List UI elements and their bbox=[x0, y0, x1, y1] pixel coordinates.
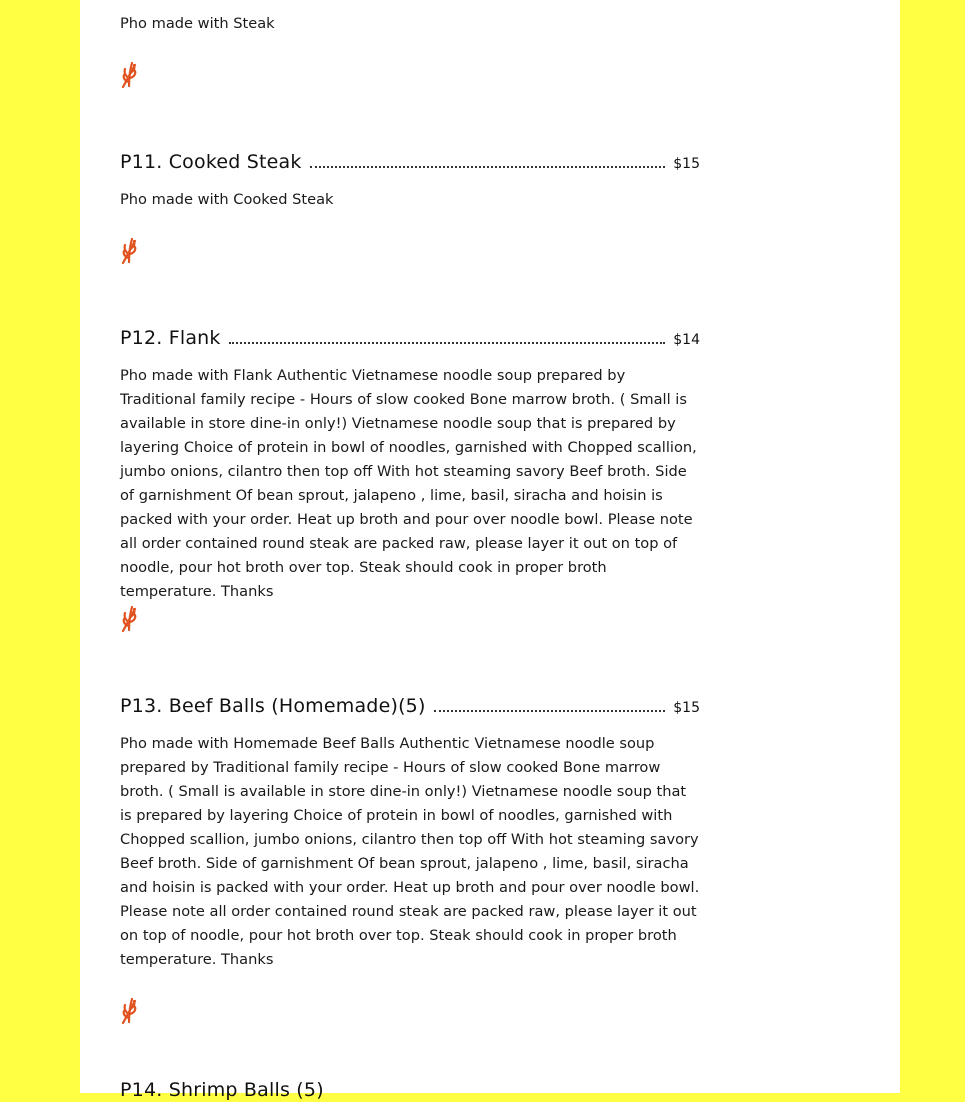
item-title: P14. Shrimp Balls (5) bbox=[120, 1079, 324, 1101]
item-price: $15 bbox=[673, 700, 700, 716]
item-header bbox=[120, 322, 700, 350]
item-description: Pho made with Homemade Beef Balls Authentic Vietnamese noodle soup prepared by Traditional family recipe - Hours of slow cooked Bone marrow broth. ( Small is available in store dine-in only!) Vietnamese noodle soup that is prepared by layering Choice of protein in bowl of noodles, garnished with Chopped scallion, jumbo onions, cilantro then top off With hot steaming savory Beef broth. Side of garnishment Of bean sprout, jalapeno , lime, basil, siracha and hoisin is packed with your order. Heat up broth and pour over noodle bowl. Please note all order contained round steak are packed raw, please layer it out on top of noodle, pour hot broth over top. Steak should cook in proper broth temperature. Thanks bbox=[120, 735, 700, 968]
item-header bbox=[120, 1074, 700, 1102]
item-description: Pho made with Flank Authentic Vietnamese noodle soup prepared by Traditional family recipe - Hours of slow cooked Bone marrow broth. ( Small is available in store dine-in only!) Vietnamese noodle soup that is prepared by layering Choice of protein in bowl of noodles, garnished with Chopped scallion, jumbo onions, cilantro then top off With hot steaming savory Beef broth. Side of garnishment Of bean sprout, jalapeno , lime, basil, siracha and hoisin is packed with your order. Heat up broth and pour over noodle bowl. Please note all order contained round steak are packed raw, please layer it out on top of noodle, pour hot broth over top. Steak should cook in proper broth temperature. Thanks bbox=[120, 367, 697, 600]
item-description: Pho made with Steak bbox=[120, 15, 275, 32]
menu-item-p13[interactable] bbox=[120, 690, 700, 972]
dotted-leader bbox=[434, 709, 666, 712]
item-price: $15 bbox=[673, 156, 700, 172]
item-title: P13. Beef Balls (Homemade)(5) bbox=[120, 695, 426, 717]
dotted-leader bbox=[229, 341, 666, 344]
wheat-icon bbox=[120, 996, 138, 1024]
wheat-icon bbox=[120, 60, 138, 88]
item-price: $14 bbox=[673, 332, 700, 348]
item-title: P11. Cooked Steak bbox=[120, 151, 302, 173]
item-description: Pho made with Cooked Steak bbox=[120, 191, 334, 208]
item-title: P12. Flank bbox=[120, 327, 221, 349]
wheat-icon bbox=[120, 236, 138, 264]
menu-item-p10 bbox=[120, 12, 700, 36]
item-header bbox=[120, 146, 700, 174]
menu-item-p11[interactable] bbox=[120, 146, 700, 212]
menu-item-p14[interactable] bbox=[120, 1074, 700, 1102]
menu-item-p12[interactable] bbox=[120, 322, 700, 604]
item-header bbox=[120, 690, 700, 718]
dotted-leader bbox=[310, 165, 666, 168]
wheat-icon bbox=[120, 604, 138, 632]
